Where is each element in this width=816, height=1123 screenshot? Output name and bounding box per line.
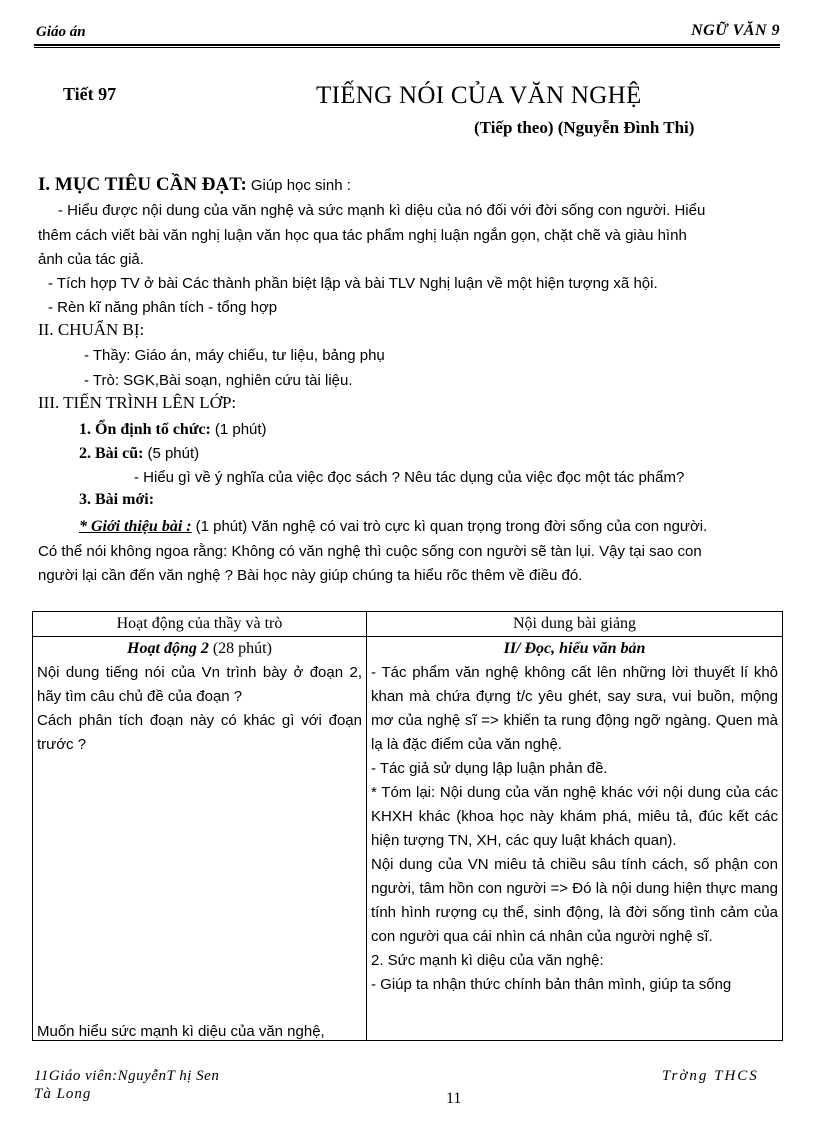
intro-line-2: Có thể nói không ngoa rằng: Không có văn nghệ thì cuộc sống con người sẽ tàn lụi. Vậy tại sao con [38, 543, 702, 560]
activity-question-1: Nội dung tiếng nói của Vn trình bày ở đoạn 2, hãy tìm câu chủ đề của đoạn ? [37, 664, 362, 705]
header-left: Giáo án [36, 24, 86, 40]
footer-number: 11 [34, 1068, 49, 1084]
prep-teacher: - Thầy: Giáo án, máy chiếu, tư liệu, bảng phụ [84, 347, 385, 364]
activity-question-3: Muốn hiểu sức mạnh kì diệu của văn nghệ, [37, 1023, 325, 1040]
content-para-6: - Giúp ta nhận thức chính bản thân mình, giúp ta sống [371, 976, 732, 993]
step-2-time: (5 phút) [147, 445, 200, 462]
content-para-4: Nội dung của VN miêu tả chiều sâu tính cách, số phận con người, tâm hồn con người => Đó là nội dung hiện thực mang tính hình rượng cụ thể, sinh động, là đời sống tình cảm của con người qua cái nhìn cá nhân của người nghệ sĩ. [371, 856, 778, 945]
page-title: TIẾNG NÓI CỦA VĂN NGHỆ [316, 82, 642, 109]
footer-school-place: Tà Long [34, 1086, 92, 1102]
footer-teacher-row [34, 1068, 219, 1085]
table-row [33, 637, 783, 1041]
content-para-2: - Tác giả sử dụng lập luận phản đề. [371, 760, 608, 777]
activity-question-2: Cách phân tích đoạn này có khác gì với đoạn trước ? [37, 712, 362, 753]
objective-1-line-3: ảnh của tác giả. [38, 251, 144, 268]
content-para-5: 2. Sức mạnh kì diệu của văn nghệ: [371, 952, 604, 969]
content-para-3: * Tóm lại: Nội dung của văn nghệ khác với nội dung của các KHXH khác (khoa học này khám phá, miêu tả, đúc kết các hiện tượng TN, XH, các quy luật khách quan). [371, 784, 778, 849]
step-1-time: (1 phút) [214, 421, 267, 438]
activity-title: Hoạt động 2 [127, 640, 209, 657]
activities-cell [33, 637, 367, 1041]
footer-teacher: Giáo viên:NguyễnT hị Sen [48, 1068, 220, 1084]
step-2 [79, 442, 199, 466]
lesson-table [32, 611, 783, 1041]
page-subtitle: (Tiếp theo) (Nguyễn Đình Thi) [474, 118, 695, 137]
intro-text-1: (1 phút) Văn nghệ có vai trò cực kì quan trọng trong đời sống của con người. [195, 518, 708, 535]
page-number: 11 [446, 1090, 462, 1107]
prep-student: - Trò: SGK,Bài soạn, nghiên cứu tài liệu. [84, 372, 353, 389]
step-1 [79, 418, 267, 442]
lesson-number: Tiết 97 [63, 84, 117, 104]
step-3-label: 3. Bài mới: [79, 491, 155, 508]
step-2-question: - Hiểu gì về ý nghĩa của việc đọc sách ? Nêu tác dụng của việc đọc một tác phẩm? [134, 469, 685, 486]
section-1-heading-row [38, 174, 351, 198]
col-activities-header: Hoạt động của thầy và trò [33, 612, 367, 637]
content-section-title: II/ Đọc, hiểu văn bản [503, 640, 646, 657]
activity-heading [37, 637, 362, 661]
section-2-heading: II. CHUẨN BỊ: [38, 320, 145, 339]
step-2-label: 2. Bài cũ: [79, 445, 144, 462]
content-para-1: - Tác phẩm văn nghệ không cất lên những lời thuyết lí khô khan mà chứa đựng t/c yêu ghét, say sưa, vui buồn, mộng mơ của nghệ sĩ => khiến ta rung động ngỡ ngàng. Quen mà lạ là đặc điểm của văn nghệ. [371, 664, 778, 753]
header-rule [34, 44, 780, 48]
objective-3: - Rèn kĩ năng phân tích - tổng hợp [48, 299, 278, 316]
activity-time: (28 phút) [212, 640, 272, 657]
content-cell [367, 637, 783, 1041]
objective-1-line-2: thêm cách viết bài văn nghị luận văn học qua tác phẩm nghị luận ngắn gọn, chặt chẽ và giàu hình [38, 227, 687, 244]
intro-label: * Giới thiệu bài : [79, 518, 192, 535]
objective-1-line-1: - Hiểu được nội dung của văn nghệ và sức mạnh kì diệu của nó đối với đời sống con người. Hiểu [58, 202, 706, 219]
footer-school: Trờng THCS [662, 1068, 759, 1084]
intro-line-3: người lại cần đến văn nghệ ? Bài học này giúp chúng ta hiểu rõc thêm về điều đó. [38, 567, 583, 584]
header-right: NGỮ VĂN 9 [691, 22, 780, 39]
objective-2: - Tích hợp TV ở bài Các thành phần biệt lập và bài TLV Nghị luận về một hiện tượng xã hội. [48, 275, 658, 292]
section-3-heading: III. TIẾN TRÌNH LÊN LỚP: [38, 393, 237, 412]
section-1-heading: I. MỤC TIÊU CẦN ĐẠT: [38, 174, 247, 195]
section-1-intro: Giúp học sinh : [250, 177, 351, 194]
table-header-row [33, 612, 783, 637]
step-1-label: 1. Ổn định tổ chức: [79, 421, 211, 438]
intro-line-1 [79, 515, 707, 539]
col-content-header: Nội dung bài giảng [367, 612, 783, 637]
